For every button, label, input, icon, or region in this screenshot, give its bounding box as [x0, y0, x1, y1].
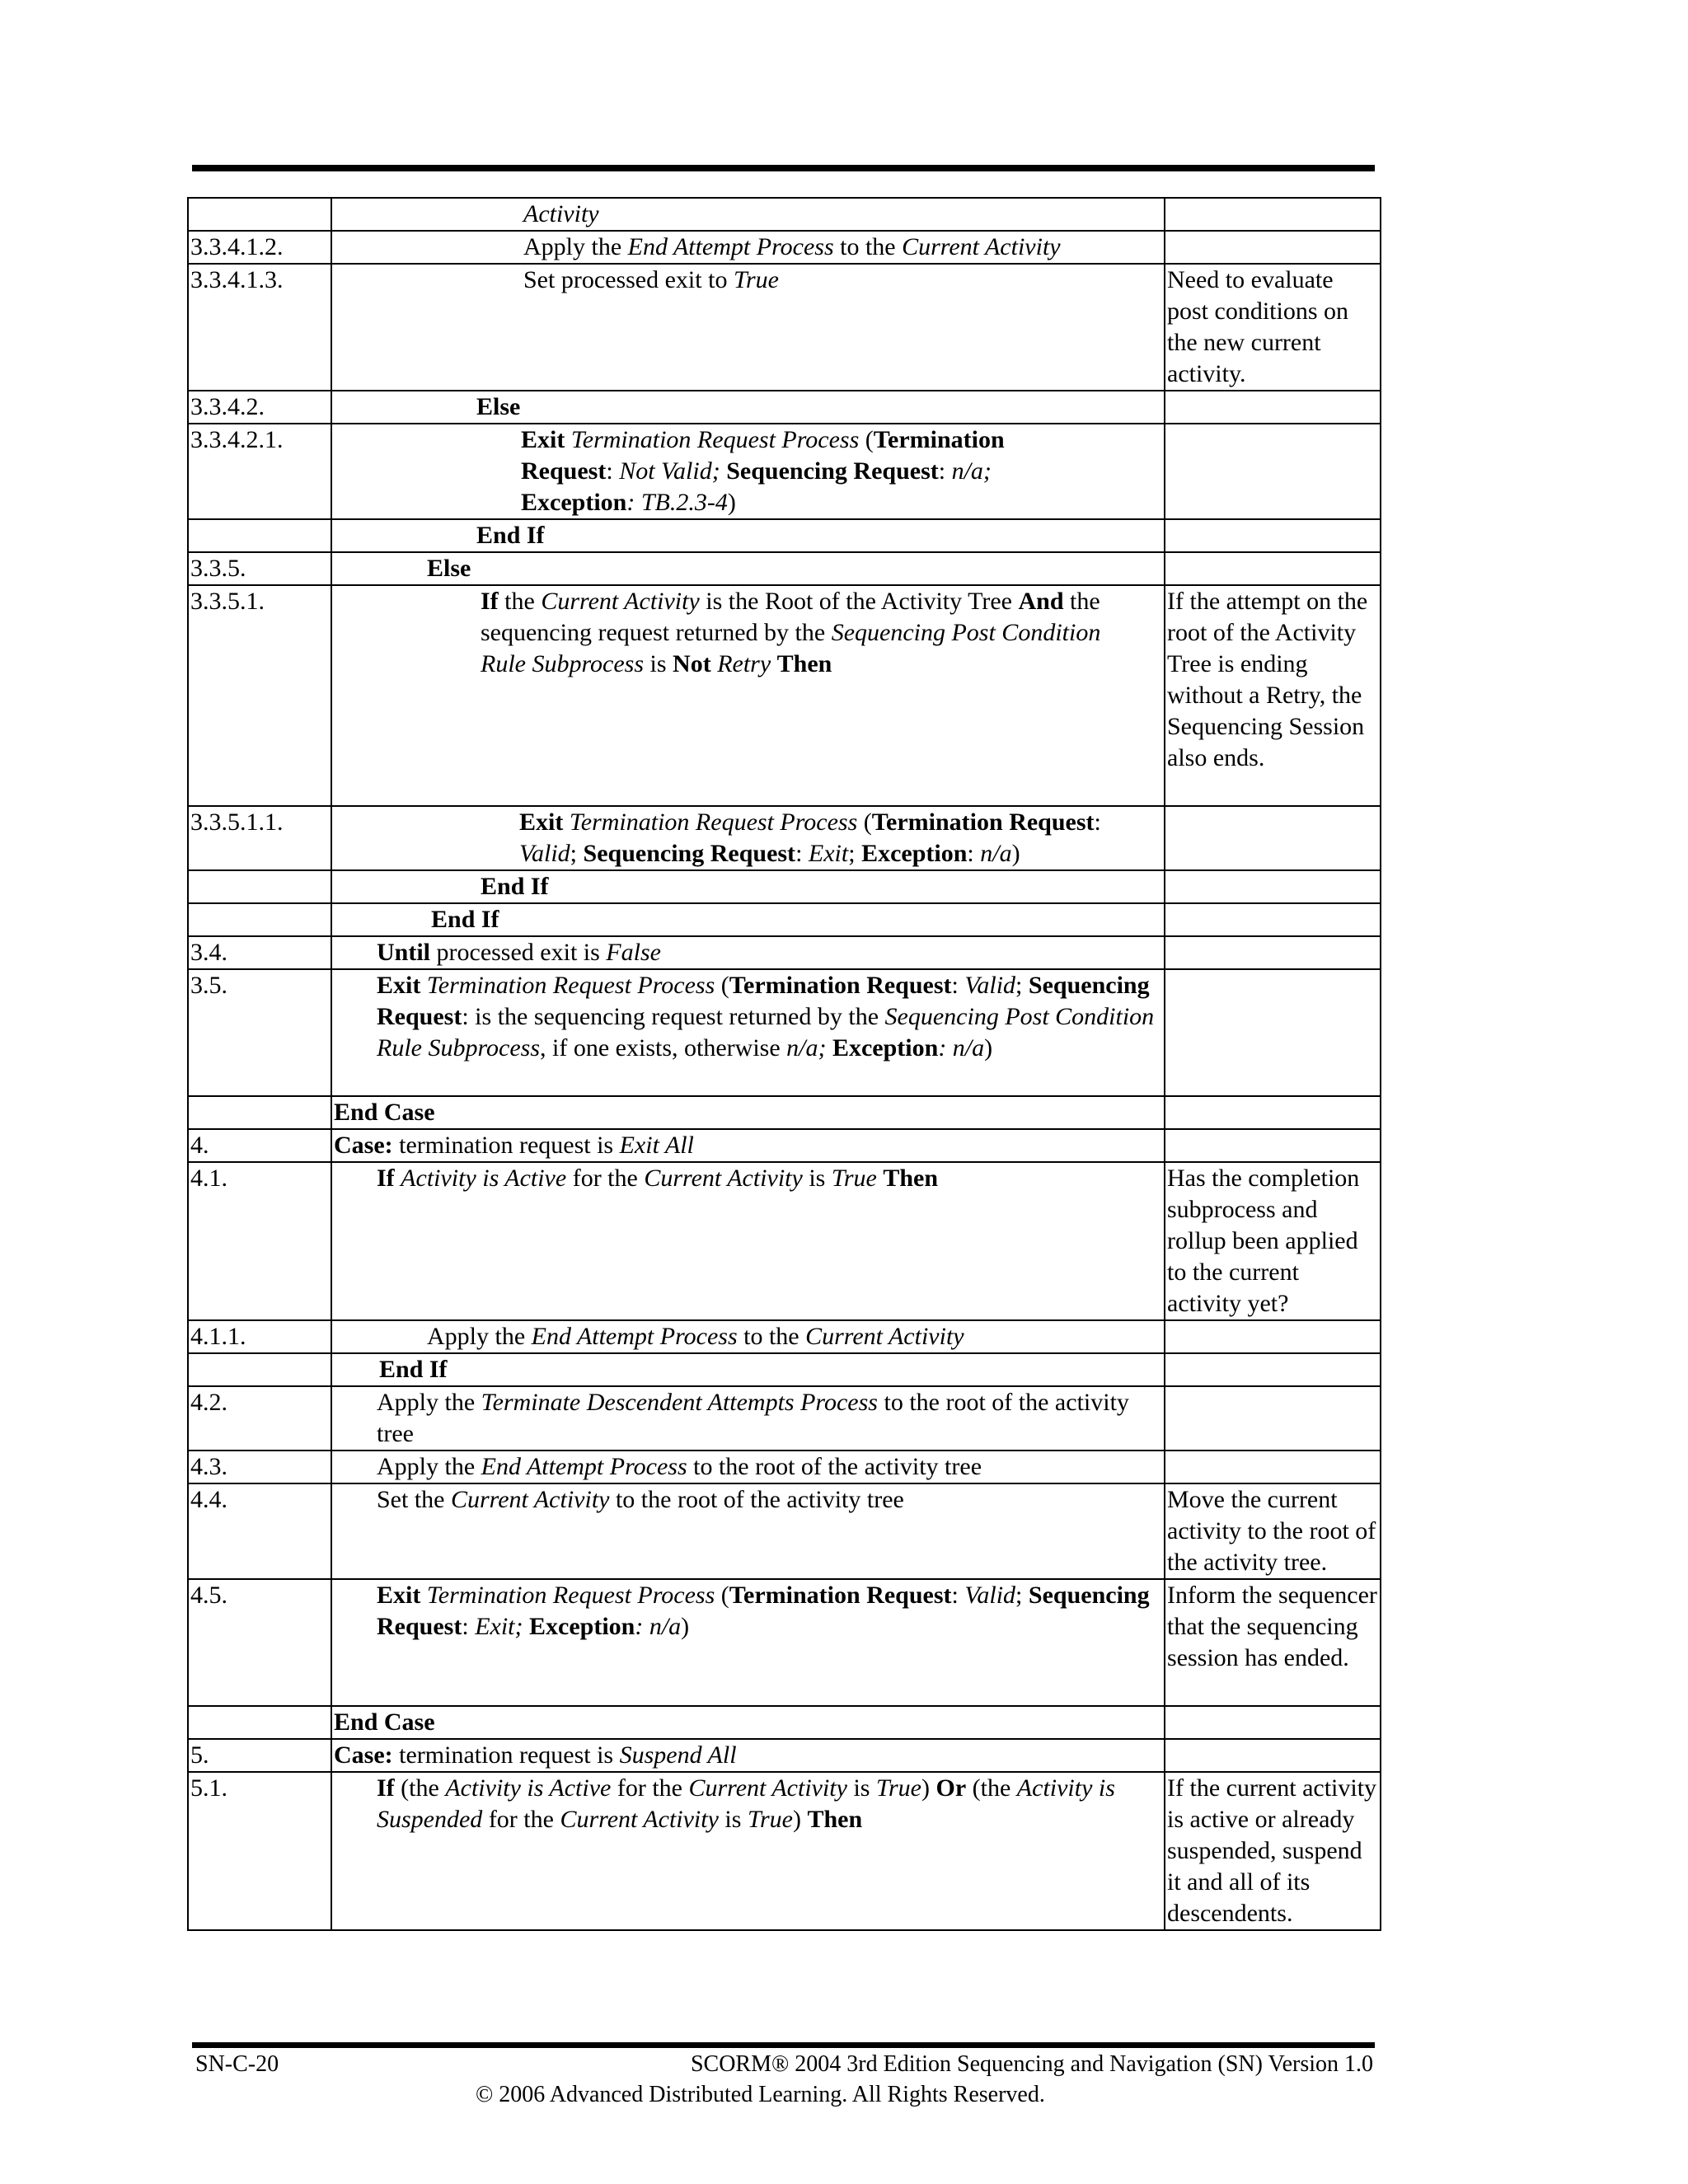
step-comment: [1165, 519, 1381, 552]
step-text-segment: False: [606, 939, 661, 966]
step-text-segment: , if one exists, otherwise: [540, 1034, 787, 1062]
step-number: 3.5.: [188, 969, 331, 1096]
step-text-segment: Else: [476, 393, 521, 420]
step-text-segment: Apply the: [427, 1323, 532, 1350]
step-number: 3.3.4.2.: [188, 391, 331, 424]
step-comment: [1165, 969, 1381, 1096]
step-text-segment: Current Activity: [451, 1486, 610, 1513]
step-text-segment: Current Activity: [541, 588, 700, 615]
step-text-segment: End If: [481, 873, 549, 900]
step-text-segment: n/a;: [786, 1034, 827, 1062]
step-text-segment: End Attempt Process: [627, 233, 834, 260]
table-row: [188, 1162, 1381, 1320]
footer-title: SCORM® 2004 3rd Edition Sequencing and Navigation (SN) Version 1.0: [690, 2051, 1373, 2077]
step-text-segment: Termination Request: [729, 972, 952, 999]
step-text-segment: Not Valid;: [619, 457, 720, 485]
step-text-block: [377, 1387, 1162, 1450]
step-text-segment: ;: [1015, 972, 1029, 999]
step-text-segment: processed exit is: [430, 939, 607, 966]
step-text-segment: Exit All: [619, 1132, 694, 1159]
step-text-segment: is the Root of the Activity Tree: [699, 588, 1019, 615]
step-text-block: [377, 1484, 1162, 1516]
step-number: 4.2.: [188, 1386, 331, 1451]
step-comment: [1165, 1320, 1381, 1353]
step-text-segment: And: [1018, 588, 1064, 615]
step-text-block: [377, 970, 1162, 1064]
step-text: [331, 1129, 1165, 1162]
step-text-segment: Exception: [529, 1613, 635, 1640]
table-row: [188, 519, 1381, 552]
step-text-segment: ): [792, 1806, 808, 1833]
step-text: [331, 969, 1165, 1096]
step-text-block: [379, 1354, 1162, 1385]
step-text-segment: (the: [394, 1774, 446, 1802]
step-text-segment: End Attempt Process: [531, 1323, 738, 1350]
step-number: 4.5.: [188, 1579, 331, 1706]
step-text: [331, 1386, 1165, 1451]
step-number: 3.3.5.: [188, 552, 331, 585]
step-text-segment: Exit;: [475, 1613, 523, 1640]
footer-rule: [192, 2042, 1375, 2048]
step-text-segment: Sequencing Request: [583, 840, 796, 867]
step-text-segment: Activity is Active: [401, 1165, 567, 1192]
step-text-segment: :: [938, 457, 952, 485]
step-text-segment: is: [718, 1806, 748, 1833]
step-text: [331, 1772, 1165, 1930]
step-comment: Has the completion subprocess and rollup been applied to the current activity yet?: [1165, 1162, 1381, 1320]
step-comment: [1165, 1451, 1381, 1483]
step-text-segment: If: [377, 1165, 401, 1192]
step-text: [331, 1451, 1165, 1483]
table-row: [188, 870, 1381, 903]
step-text-segment: Then: [807, 1806, 863, 1833]
step-text-segment: [523, 1613, 530, 1640]
step-text-segment: n/a;: [951, 457, 992, 485]
step-text-segment: Case:: [334, 1132, 393, 1159]
step-text-block: [476, 520, 1162, 551]
step-text-segment: is: [846, 1774, 876, 1802]
step-text-segment: (: [857, 808, 872, 836]
table-row: [188, 424, 1381, 519]
step-text-block: [523, 265, 1162, 296]
step-text: [331, 1353, 1165, 1386]
step-comment: [1165, 1129, 1381, 1162]
step-text-block: [377, 1580, 1162, 1643]
step-text-segment: Current Activity: [805, 1323, 964, 1350]
step-text: [331, 391, 1165, 424]
step-text-segment: Exit: [808, 840, 849, 867]
step-comment: If the current activity is active or already suspended, suspend it and all of its descendents.: [1165, 1772, 1381, 1930]
step-text-segment: Current Activity: [644, 1165, 803, 1192]
step-text-segment: Set the: [377, 1486, 451, 1513]
step-text-segment: If: [481, 588, 499, 615]
step-text-segment: Then: [776, 650, 832, 677]
step-number: [188, 519, 331, 552]
step-text-segment: Current Activity: [560, 1806, 719, 1833]
step-text-segment: Apply the: [377, 1389, 481, 1416]
step-comment: [1165, 1706, 1381, 1739]
footer-copyright: © 2006 Advanced Distributed Learning. All Rights Reserved.: [476, 2082, 1045, 2107]
step-text-segment: If: [377, 1774, 395, 1802]
step-text-segment: (: [715, 1582, 729, 1609]
step-text-segment: Termination Request: [729, 1582, 952, 1609]
step-text: [331, 806, 1165, 870]
step-text-block: [334, 1740, 1162, 1771]
step-text-segment: True: [747, 1806, 793, 1833]
step-text-block: [431, 904, 1162, 935]
table-row: [188, 198, 1381, 231]
step-comment: [1165, 806, 1381, 870]
step-comment: Inform the sequencer that the sequencing session has ended.: [1165, 1579, 1381, 1706]
step-text-segment: Not: [673, 650, 711, 677]
step-text-segment: ): [921, 1774, 936, 1802]
step-text-segment: Termination Request Process: [569, 808, 858, 836]
table-row: [188, 585, 1381, 806]
step-text-block: [521, 424, 1098, 518]
step-text-segment: :: [606, 457, 620, 485]
step-number: 3.3.4.1.3.: [188, 264, 331, 391]
step-text: [331, 903, 1165, 936]
step-text: [331, 424, 1165, 519]
step-comment: [1165, 391, 1381, 424]
step-text-segment: termination request is: [392, 1132, 620, 1159]
step-text-segment: Termination Request Process: [570, 426, 860, 453]
step-text-segment: Set processed exit to: [523, 266, 734, 293]
table-row: [188, 1451, 1381, 1483]
step-text-segment: Retry: [717, 650, 771, 677]
step-text-segment: : n/a: [938, 1034, 985, 1062]
step-text-segment: : n/a: [635, 1613, 682, 1640]
step-comment: [1165, 1353, 1381, 1386]
step-text-block: [481, 871, 1162, 902]
table-row: [188, 806, 1381, 870]
table-row: [188, 1739, 1381, 1772]
step-text-block: [519, 807, 1162, 869]
step-text: [331, 1096, 1165, 1129]
step-text-segment: :: [795, 840, 809, 867]
step-text-segment: the: [498, 588, 542, 615]
step-number: 4.1.: [188, 1162, 331, 1320]
step-comment: [1165, 552, 1381, 585]
step-comment: Move the current activity to the root of the activity tree.: [1165, 1483, 1381, 1579]
step-text-segment: Case:: [334, 1741, 393, 1769]
step-number: 4.: [188, 1129, 331, 1162]
step-text-segment: Termination Request Process: [426, 972, 715, 999]
step-text-segment: True: [831, 1165, 877, 1192]
step-comment: If the attempt on the root of the Activity Tree is ending without a Retry, the Sequencing Session also ends.: [1165, 585, 1381, 806]
step-text: [331, 552, 1165, 585]
step-text: [331, 870, 1165, 903]
step-comment: [1165, 1739, 1381, 1772]
step-text-segment: End If: [431, 906, 499, 933]
table-row: [188, 1096, 1381, 1129]
table-row: [188, 1353, 1381, 1386]
step-text-segment: Sequencing Request: [377, 1582, 1150, 1640]
step-text-segment: Activity is Suspended: [377, 1774, 1115, 1833]
step-text-segment: ): [1011, 840, 1020, 867]
step-text-segment: to the root of the activity tree: [687, 1453, 982, 1480]
step-text-segment: ): [984, 1034, 993, 1062]
step-text-segment: Exit: [377, 972, 427, 999]
step-text-segment: Apply the: [523, 233, 628, 260]
step-number: 4.1.1.: [188, 1320, 331, 1353]
table-row: [188, 552, 1381, 585]
step-number: [188, 198, 331, 231]
step-number: 3.3.4.2.1.: [188, 424, 331, 519]
step-comment: [1165, 198, 1381, 231]
step-text-segment: :: [951, 972, 965, 999]
step-text-segment: Current Activity: [902, 233, 1061, 260]
step-text-segment: for the: [611, 1774, 689, 1802]
step-text-segment: Termination Request Process: [426, 1582, 715, 1609]
step-number: [188, 1353, 331, 1386]
step-comment: [1165, 1096, 1381, 1129]
step-text-segment: Until: [377, 939, 431, 966]
step-text-segment: Sequencing Post Condition Rule Subprocess: [481, 619, 1101, 677]
step-text-block: [377, 1163, 1162, 1194]
step-text-segment: [771, 650, 777, 677]
table-row: [188, 231, 1381, 264]
step-text: [331, 1162, 1165, 1320]
step-text-segment: End Case: [334, 1708, 435, 1736]
step-text-segment: :: [462, 1613, 476, 1640]
step-text-segment: (the: [966, 1774, 1017, 1802]
step-text-segment: Termination Request: [521, 426, 1005, 485]
step-text-segment: Valid: [964, 972, 1016, 999]
step-text: [331, 231, 1165, 264]
step-text-block: [377, 1451, 1162, 1483]
step-text-segment: True: [733, 266, 779, 293]
step-text-segment: n/a: [980, 840, 1012, 867]
step-text-segment: is: [644, 650, 673, 677]
step-text-block: [334, 1707, 1162, 1738]
step-text-segment: Termination Request: [871, 808, 1095, 836]
step-text-segment: Suspend All: [619, 1741, 737, 1769]
step-text-segment: Activity is Active: [445, 1774, 612, 1802]
step-text-segment: :: [951, 1582, 965, 1609]
step-number: 4.4.: [188, 1483, 331, 1579]
table-row: [188, 969, 1381, 1096]
step-text: [331, 1739, 1165, 1772]
step-number: [188, 903, 331, 936]
step-text-block: [481, 586, 1140, 680]
table-row: [188, 903, 1381, 936]
step-text: [331, 1579, 1165, 1706]
step-text: [331, 198, 1165, 231]
step-text: [331, 1320, 1165, 1353]
step-text-segment: Valid: [519, 840, 570, 867]
step-number: [188, 1706, 331, 1739]
step-text-segment: to the root of the activity tree: [609, 1486, 904, 1513]
step-text-segment: End If: [476, 522, 545, 549]
table-row: [188, 1706, 1381, 1739]
table-row: [188, 1772, 1381, 1930]
step-text-segment: Terminate Descendent Attempts Process: [481, 1389, 878, 1416]
step-text-segment: Exception: [861, 840, 968, 867]
step-text-segment: is: [802, 1165, 832, 1192]
step-text-segment: ): [681, 1613, 690, 1640]
step-text-segment: End If: [379, 1356, 448, 1383]
step-number: [188, 870, 331, 903]
step-number: 3.3.5.1.1.: [188, 806, 331, 870]
step-comment: Need to evaluate post conditions on the new current activity.: [1165, 264, 1381, 391]
step-text: [331, 1483, 1165, 1579]
step-text-segment: Current Activity: [688, 1774, 847, 1802]
step-text-segment: Exception: [832, 1034, 939, 1062]
step-text-segment: True: [875, 1774, 921, 1802]
step-number: 3.3.4.1.2.: [188, 231, 331, 264]
step-text-segment: Activity: [523, 200, 599, 227]
step-text-segment: for the: [482, 1806, 560, 1833]
step-text-segment: to the: [737, 1323, 806, 1350]
step-text-segment: to the root of the activity tree: [377, 1389, 1129, 1447]
step-comment: [1165, 424, 1381, 519]
step-number: 3.4.: [188, 936, 331, 969]
step-text-segment: Exit: [377, 1582, 427, 1609]
table-row: [188, 936, 1381, 969]
step-text-block: [377, 1773, 1162, 1835]
table-row: [188, 264, 1381, 391]
step-text-segment: :: [967, 840, 981, 867]
step-comment: [1165, 903, 1381, 936]
step-text-block: [523, 232, 1162, 263]
step-text-block: [377, 937, 1162, 968]
step-text-segment: Or: [935, 1774, 967, 1802]
step-text-segment: ;: [570, 840, 584, 867]
footer-page-id: SN-C-20: [195, 2051, 279, 2077]
step-text: [331, 519, 1165, 552]
step-text: [331, 264, 1165, 391]
step-text-segment: ;: [1015, 1582, 1029, 1609]
step-text-segment: Sequencing Request: [726, 457, 939, 485]
table-body: [188, 198, 1381, 1930]
step-text-segment: Exit: [519, 808, 570, 836]
step-text-block: [334, 1130, 1162, 1161]
step-text-segment: Else: [427, 555, 471, 582]
table-row: [188, 1386, 1381, 1451]
step-text: [331, 585, 1165, 806]
step-number: 3.3.5.1.: [188, 585, 331, 806]
step-text-segment: (: [715, 972, 729, 999]
table-row: [188, 1320, 1381, 1353]
step-text-block: [334, 1097, 1162, 1128]
step-text-block: [427, 553, 1162, 584]
step-text-segment: End Attempt Process: [481, 1453, 687, 1480]
step-text-segment: Sequencing Request: [377, 972, 1150, 1030]
step-text-segment: Valid: [964, 1582, 1016, 1609]
step-number: 5.: [188, 1739, 331, 1772]
step-text-segment: Exit: [521, 426, 571, 453]
step-text-segment: for the: [566, 1165, 645, 1192]
step-comment: [1165, 1386, 1381, 1451]
step-text-block: [476, 391, 1162, 423]
step-text-segment: Apply the: [377, 1453, 481, 1480]
step-text-block: [427, 1321, 1162, 1352]
step-text-segment: : is the sequencing request returned by the: [462, 1003, 885, 1030]
step-text-segment: Sequencing Post Condition Rule Subprocess: [377, 1003, 1155, 1062]
step-number: 4.3.: [188, 1451, 331, 1483]
table-row: [188, 1483, 1381, 1579]
step-text-segment: Exception: [521, 489, 627, 516]
header-rule: [192, 165, 1375, 171]
step-text-segment: the sequencing request returned by the: [481, 588, 1100, 646]
step-text-segment: ;: [848, 840, 862, 867]
table-row: [188, 1129, 1381, 1162]
step-text-segment: Then: [883, 1165, 939, 1192]
pseudocode-table: [187, 197, 1381, 1931]
step-text-block: [523, 199, 1162, 230]
step-text-segment: to the: [833, 233, 903, 260]
table-row: [188, 391, 1381, 424]
step-text-segment: :: [1094, 808, 1101, 836]
step-number: 5.1.: [188, 1772, 331, 1930]
step-number: [188, 1096, 331, 1129]
step-text-segment: ): [727, 489, 736, 516]
step-text-segment: End Case: [334, 1099, 435, 1126]
step-text: [331, 1706, 1165, 1739]
step-text-segment: [826, 1034, 832, 1062]
step-comment: [1165, 870, 1381, 903]
step-text-segment: (: [859, 426, 874, 453]
step-comment: [1165, 231, 1381, 264]
step-text: [331, 936, 1165, 969]
step-text-segment: : TB.2.3-4: [626, 489, 728, 516]
step-comment: [1165, 936, 1381, 969]
table-row: [188, 1579, 1381, 1706]
step-text-segment: termination request is: [392, 1741, 620, 1769]
